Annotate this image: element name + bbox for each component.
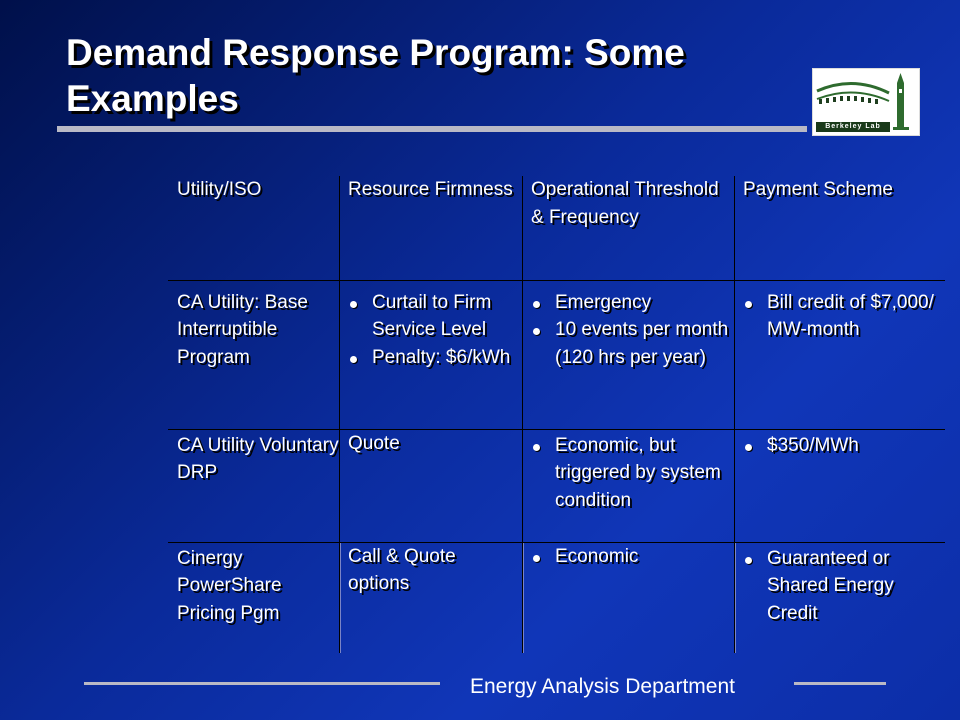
row1-firmness [340, 280, 523, 429]
header-firmness: Resource Firmness [340, 176, 523, 280]
header-payment: Payment Scheme [735, 176, 946, 280]
list-item: Curtail to Firm Service Level [348, 289, 522, 344]
row2-utility: CA Utility Voluntary DRP [168, 429, 340, 542]
title-divider [57, 126, 807, 132]
row3-firmness: Call & Quote options [340, 542, 523, 653]
header-threshold: Operational Threshold & Frequency [523, 176, 735, 280]
list-item: $350/MWh [743, 432, 945, 460]
row1-threshold [523, 280, 735, 429]
row1-payment [735, 280, 946, 429]
list-item: Economic [531, 543, 734, 571]
table-header-row [168, 176, 945, 280]
list-item: Penalty: $6/kWh [348, 344, 522, 372]
table-row [168, 429, 945, 542]
row3-threshold [523, 542, 735, 653]
footer-rule-left [84, 682, 440, 685]
row1-utility: CA Utility: Base Interruptible Program [168, 280, 340, 429]
table-row [168, 542, 945, 653]
list-item: Economic, but triggered by system condition [531, 432, 734, 515]
table-row [168, 280, 945, 429]
row3-utility: Cinergy PowerShare Pricing Pgm [168, 542, 340, 653]
row3-payment [735, 542, 946, 653]
list-item: Bill credit of $7,000/ MW-month [743, 289, 945, 344]
header-utility: Utility/ISO [168, 176, 340, 280]
footer-department: Energy Analysis Department [470, 675, 735, 698]
row2-firmness: Quote [340, 429, 523, 542]
slide-title: Demand Response Program: Some Examples [66, 32, 685, 119]
berkeley-lab-logo [812, 68, 920, 136]
row2-threshold [523, 429, 735, 542]
list-item: Guaranteed or Shared Energy Credit [743, 545, 945, 628]
list-item: 10 events per month (120 hrs per year) [531, 316, 734, 371]
footer-rule-right [794, 682, 886, 685]
logo-label: Berkeley Lab [816, 122, 890, 132]
list-item: Emergency [531, 289, 734, 317]
examples-table [168, 176, 945, 653]
row2-payment [735, 429, 946, 542]
